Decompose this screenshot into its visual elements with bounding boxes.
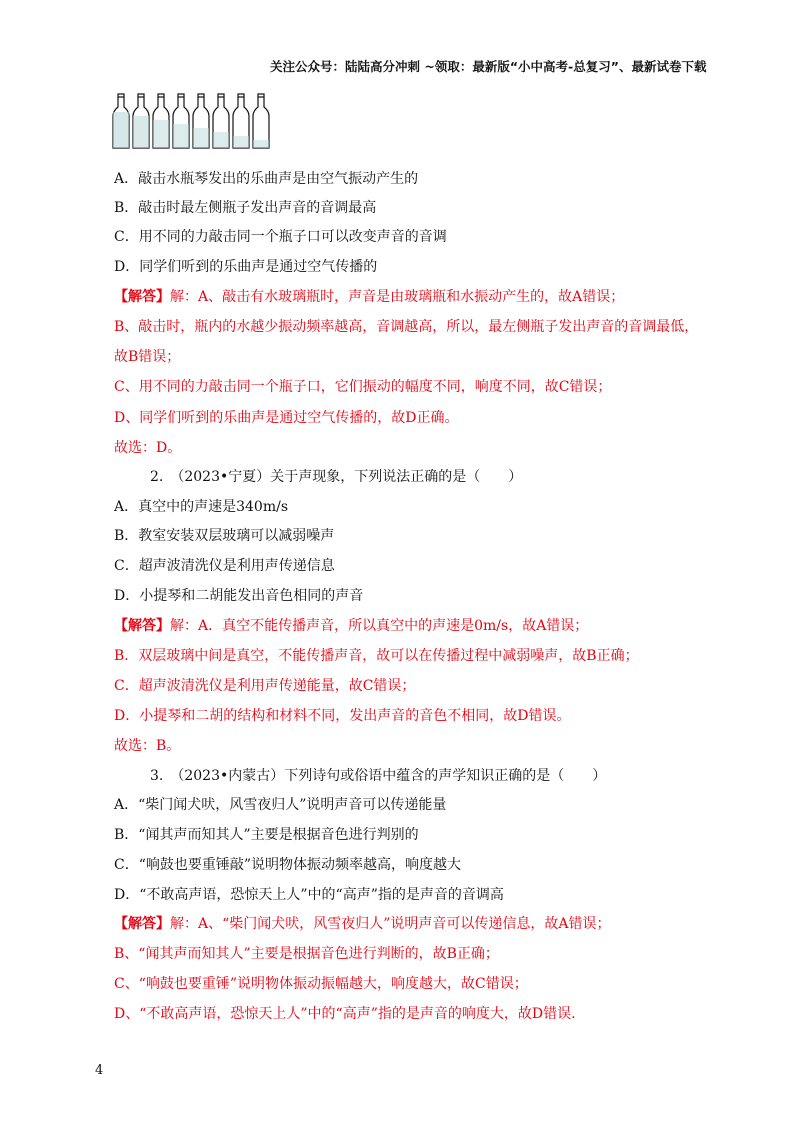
q3-option-a: A．“柴门闻犬吠，风雪夜归人”说明声音可以传递能量 — [114, 797, 447, 813]
bottle-7 — [233, 94, 249, 148]
q2-answer-line-4: D．小提琴和二胡的结构和材料不同，发出声音的音色不相同，故D错误。 — [114, 708, 571, 724]
q1-answer-line-3: 故B错误； — [114, 349, 181, 365]
q1-answer-line-5: D、同学们听到的乐曲声是通过空气传播的，故D正确。 — [114, 410, 459, 426]
bottle-5 — [193, 94, 209, 148]
q2-title: 2. （2023•宁夏）关于声现象，下列说法正确的是（ ） — [150, 469, 523, 485]
q3-answer-line-3: C、“响鼓也要重锤”说明物体振动振幅越大，响度越大，故C错误； — [114, 976, 528, 992]
q3-option-c: C．“响鼓也要重锤敲”说明物体振动频率越高，响度越大 — [114, 857, 462, 873]
bottle-8 — [253, 94, 269, 148]
answer-text: 解：A、“柴门闻犬吠，风雪夜归人”说明声音可以传递信息，故A错误； — [170, 916, 611, 932]
q1-option-c: C．用不同的力敲击同一个瓶子口可以改变声音的音调 — [114, 229, 447, 245]
q1-answer-line-2: B、敲击时，瓶内的水越少振动频率越高，音调越高，所以，最左侧瓶子发出声音的音调最低， — [114, 319, 699, 335]
answer-tag: 【解答】 — [114, 289, 170, 305]
bottle-4 — [173, 94, 189, 148]
page-header: 关注公众号：陆陆高分冲刺 ~领取：最新版“小中高考-总复习”、最新试卷下载 — [270, 59, 707, 74]
answer-text: 解：A．真空不能传播声音，所以真空中的声速是0m/s，故A错误； — [170, 618, 589, 634]
bottle-1 — [113, 94, 129, 148]
q2-answer-line-1 — [114, 615, 588, 635]
answer-text: 解：A、敲击有水玻璃瓶时，声音是由玻璃瓶和水振动产生的，故A错误； — [170, 289, 625, 305]
answer-tag: 【解答】 — [114, 618, 170, 634]
q2-answer-line-3: C．超声波清洗仪是利用声传递能量，故C错误； — [114, 678, 416, 694]
q2-option-c: C．超声波清洗仪是利用声传递信息 — [114, 558, 335, 574]
q3-answer-line-4: D、“不敢高声语，恐惊天上人”中的“高声”指的是声音的响度大，故D错误. — [114, 1006, 576, 1022]
bottle-6 — [213, 94, 229, 148]
q2-choice: 故选：B。 — [114, 738, 181, 754]
q2-option-a: A．真空中的声速是340m/s — [114, 499, 289, 515]
q3-answer-line-2: B、“闻其声而知其人”主要是根据音色进行判断的，故B正确； — [114, 946, 499, 962]
q3-option-b: B．“闻其声而知其人”主要是根据音色进行判别的 — [114, 827, 419, 843]
q1-choice: 故选：D。 — [114, 440, 182, 456]
q3-answer-line-1 — [114, 913, 611, 933]
q1-option-a: A．敲击水瓶琴发出的乐曲声是由空气振动产生的 — [114, 171, 419, 187]
q1-option-d: D．同学们听到的乐曲声是通过空气传播的 — [114, 259, 378, 275]
bottle-3 — [153, 94, 169, 148]
page-number: 4 — [95, 1063, 104, 1078]
q3-option-d: D．“不敢高声语，恐惊天上人”中的“高声”指的是声音的音调高 — [114, 887, 504, 903]
q1-option-b: B．敲击时最左侧瓶子发出声音的音调最高 — [114, 200, 377, 216]
q2-answer-line-2: B．双层玻璃中间是真空，不能传播声音，故可以在传播过程中减弱噪声，故B正确； — [114, 648, 639, 664]
water-bottles-figure — [112, 92, 272, 150]
answer-tag: 【解答】 — [114, 916, 170, 932]
q1-answer-line-1 — [114, 286, 624, 306]
q2-option-d: D．小提琴和二胡能发出音色相同的声音 — [114, 588, 364, 604]
q2-option-b: B．教室安装双层玻璃可以减弱噪声 — [114, 528, 335, 544]
q1-answer-line-4: C、用不同的力敲击同一个瓶子口，它们振动的幅度不同，响度不同，故C错误； — [114, 379, 612, 395]
bottle-2 — [133, 94, 149, 148]
q3-title: 3. （2023•内蒙古）下列诗句或俗语中蕴含的声学知识正确的是（ ） — [150, 768, 607, 784]
